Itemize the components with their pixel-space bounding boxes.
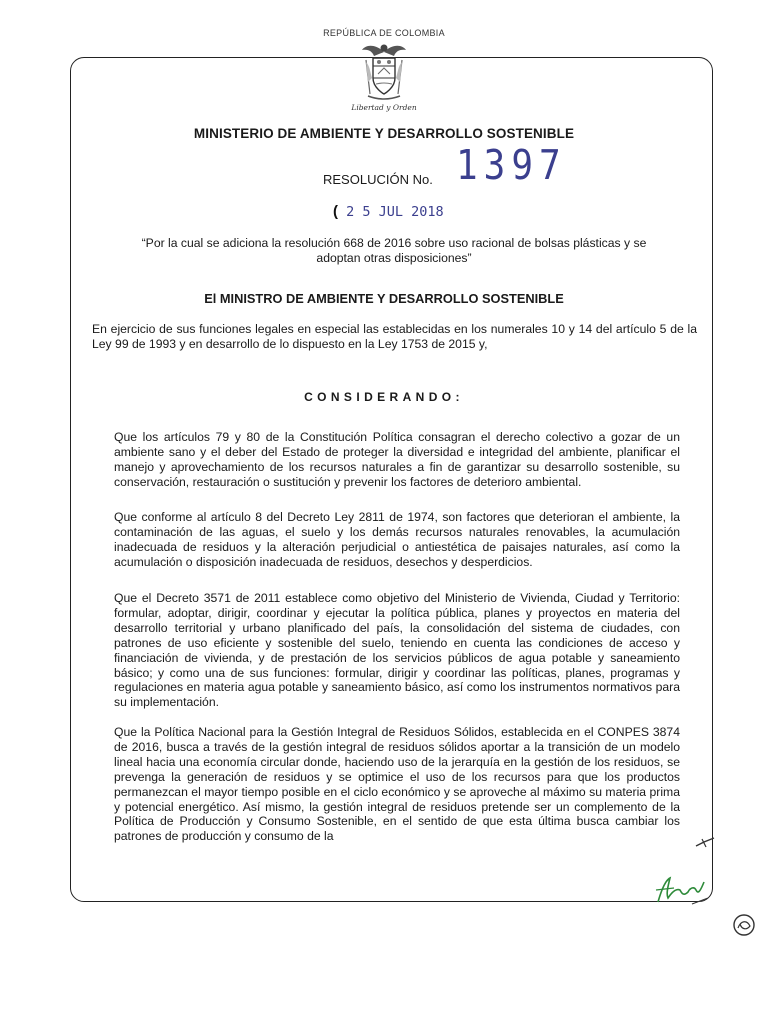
country-name: REPÚBLICA DE COLOMBIA bbox=[323, 28, 445, 38]
date-paren: ( bbox=[333, 203, 338, 220]
handwritten-initials-icon bbox=[652, 868, 712, 908]
considering-paragraph-3: Que el Decreto 3571 de 2011 establece como objetivo del Ministerio de Vivienda, Ciudad y Territorio: formular, adoptar, dirigir, coordinar y ejecutar la política pública, planes y proyectos en materia del desarrollo territorial y urbano planificado del país, la consolidación del sistema de ciudades, con patrones de uso eficiente y sostenible del suelo, teniendo en cuenta las condiciones de acceso y financiación de vivienda, y de prestación de los servicios públicos de agua potable y saneamiento básico; y como una de sus funciones: formular, dirigir y coordinar las políticas, planes, programas y regulaciones en materia agua potable y saneamiento básico, así como los instrumentos normativos para su implementación. bbox=[114, 591, 680, 710]
minister-heading: El MINISTRO DE AMBIENTE Y DESARROLLO SOSTENIBLE bbox=[204, 291, 564, 306]
circular-stamp-icon bbox=[731, 912, 757, 938]
resolution-date bbox=[333, 203, 444, 220]
considering-heading: CONSIDERANDO: bbox=[304, 390, 464, 404]
resolution-number: 1397 bbox=[456, 142, 567, 190]
resolution-label: RESOLUCIÓN No. bbox=[323, 172, 433, 187]
intro-paragraph: En ejercicio de sus funciones legales en especial las establecidas en los numerales 10 y 14 del artículo 5 de la Ley 99 de 1993 y en desarrollo de lo dispuesto en la Ley 1753 de 2015 y, bbox=[92, 322, 697, 351]
considering-paragraph-2: Que conforme al artículo 8 del Decreto Ley 2811 de 1974, son factores que deterioran el ambiente, la contaminación de las aguas, el suelo y los demás recursos naturales renovables, la acumulación inadecuada de residuos y la alteración perjudicial o antiestética de paisajes naturales, así como la acumulación o disposición inadecuada de residuos, desechos y desperdicios. bbox=[114, 510, 680, 569]
margin-tick-icon bbox=[694, 836, 716, 850]
date-stamp: 2 5 JUL 2018 bbox=[346, 204, 444, 220]
colombia-coat-of-arms-icon bbox=[360, 38, 408, 104]
ministry-title: MINISTERIO DE AMBIENTE Y DESARROLLO SOSTENIBLE bbox=[193, 126, 575, 141]
considering-paragraph-4: Que la Política Nacional para la Gestión Integral de Residuos Sólidos, establecida en el CONPES 3874 de 2016, busca a través de la gestión integral de residuos sólidos aportar a la transición de un modelo lineal hacia una economía circular donde, haciendo uso de la jerarquía en la gestión de los residuos, se prevenga la generación de residuos y se optimice el uso de los recursos para que los productos permanezcan el mayor tiempo posible en el ciclo económico y se aproveche al máximo su materia prima y potencial energético. Así mismo, la gestión integral de residuos pretende ser un complemento de la Política de Producción y Consumo Sostenible, en el sentido de que esta última busca cambiar los patrones de producción y consumo de la bbox=[114, 725, 680, 844]
resolution-subject: “Por la cual se adiciona la resolución 668 de 2016 sobre uso racional de bolsas plásticas y se adoptan otras disposiciones” bbox=[141, 236, 647, 265]
considering-paragraph-1: Que los artículos 79 y 80 de la Constitución Política consagran el derecho colectivo a gozar de un ambiente sano y el deber del Estado de proteger la diversidad e integridad del ambiente, planificar el manejo y aprovechamiento de los recursos naturales a fin de garantizar su desarrollo sostenible, su conservación, restauración o sustitución y prevenir los factores de deterioro ambiental. bbox=[114, 430, 680, 489]
motto: Libertad y Orden bbox=[351, 103, 417, 112]
